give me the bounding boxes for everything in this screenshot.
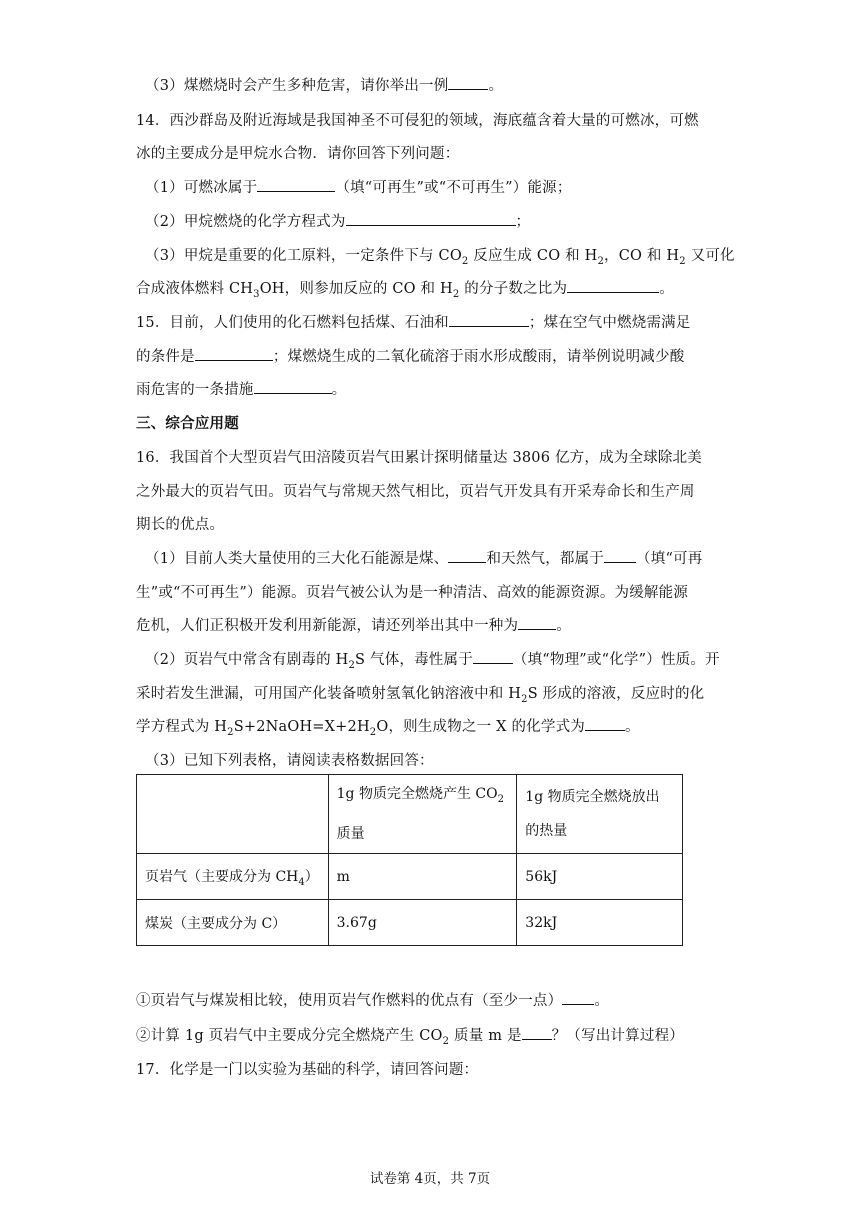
answer-blank[interactable] [254, 379, 332, 394]
answer-blank[interactable] [195, 346, 273, 361]
q16-3-text: （3）已知下列表格，请阅读表格数据回答： [145, 753, 434, 769]
q15-line2: 的条件是 ；煤燃烧生成的二氧化硫溶于雨水形成酸雨，请举例说明减少酸 [136, 345, 684, 366]
section-heading: 三、综合应用题 [136, 416, 239, 432]
data-table [136, 774, 683, 946]
q16-1-line2: 生”或“不可再生”）能源。页岩气被公认为是一种清洁、高效的能源资源。为缓解能源 [136, 585, 689, 601]
table-header-cell: 1g 物质完全燃烧产生 $CO_2$ 质量 [328, 775, 517, 854]
table-row [137, 900, 683, 946]
answer-blank[interactable] [448, 75, 488, 90]
answer-blank[interactable] [604, 548, 636, 563]
answer-blank[interactable] [522, 1025, 552, 1040]
answer-blank[interactable] [257, 177, 335, 192]
q16-circled1-text: ①页岩气与煤炭相比较，使用页岩气作燃料的优点有（至少一点） 。 [136, 989, 609, 1010]
q15-line1: 15．目前，人们使用的化石燃料包括煤、石油和 ；煤在空气中燃烧需满足 [136, 311, 691, 332]
table-cell: m [328, 854, 517, 900]
q16-2-line3: 学方程式为 $H_2S+2NaOH=X+2H_2O$，则生成物之一 X 的化学式为 。 [136, 715, 640, 738]
q14-2-text: （2）甲烷燃烧的化学方程式为 ； [145, 210, 530, 231]
table-cell: 56kJ [517, 854, 683, 900]
q16-circled2-text: ②计算 1g 页岩气中主要成分完全燃烧产生 $CO_2$ 质量 m 是 ？（写出计算过程） [136, 1024, 684, 1047]
q14-3-line1: （3）甲烷是重要的化工原料，一定条件下与 $CO_2$ 反应生成 CO 和 $H_2$，CO 和 $H_2$ 又可化 [145, 248, 735, 267]
q17-text: 17．化学是一门以实验为基础的科学，请回答问题： [136, 1062, 479, 1078]
answer-blank[interactable] [346, 211, 516, 226]
q16-stem-line1: 16．我国首个大型页岩气田涪陵页岩气田累计探明储量达 3806 亿方，成为全球除北美 [136, 450, 702, 466]
table-cell: 页岩气（主要成分为 $CH_4$） [137, 854, 329, 900]
table-row [137, 854, 683, 900]
q13-3-text: （3）煤燃烧时会产生多种危害，请你举出一例 。 [145, 74, 503, 95]
q16-2-line2: 采时若发生泄漏，可用国产化装备喷射氢氧化钠溶液中和 $H_2S$ 形成的溶液，反应时的化 [136, 686, 705, 705]
answer-blank[interactable] [585, 716, 625, 731]
q16-1-line3: 危机，人们正积极开发利用新能源，请还列举出其中一种为 。 [136, 614, 571, 635]
q15-line3: 雨危害的一条措施 。 [136, 378, 346, 399]
q14-stem-line2: 冰的主要成分是甲烷水合物．请你回答下列问题： [136, 146, 460, 162]
answer-blank[interactable] [449, 312, 529, 327]
q16-1-line1: （1）目前人类大量使用的三大化石能源是煤、 和天然气，都属于 （填“可再 [145, 547, 702, 568]
table-cell: 32kJ [517, 900, 683, 946]
answer-blank[interactable] [567, 278, 659, 293]
answer-blank[interactable] [473, 649, 513, 664]
answer-blank[interactable] [518, 615, 556, 630]
table-cell: 3.67g [328, 900, 517, 946]
q16-stem-line2: 之外最大的页岩气田。页岩气与常规天然气相比，页岩气开发具有开采寿命长和生产周 [136, 484, 695, 500]
answer-blank[interactable] [448, 548, 486, 563]
page-footer: 试卷第 4页，共 7页 [369, 1171, 491, 1187]
answer-blank[interactable] [562, 990, 594, 1005]
table-cell: 煤炭（主要成分为 C） [137, 900, 329, 946]
table-header-cell [137, 775, 329, 854]
q14-3-line2: 合成液体燃料 $CH_3OH$，则参加反应的 CO 和 $H_2$ 的分子数之比为 。 [136, 277, 674, 300]
table-header-cell: 1g 物质完全燃烧放出 的热量 [517, 775, 683, 854]
q16-stem-line3: 期长的优点。 [136, 517, 225, 533]
table-header-row [137, 775, 683, 854]
q14-1-text: （1）可燃冰属于 （填“可再生”或“不可再生”）能源； [145, 176, 572, 197]
q14-stem-line1: 14．西沙群岛及附近海域是我国神圣不可侵犯的领域，海底蕴含着大量的可燃冰，可燃 [136, 113, 699, 129]
q16-2-line1: （2）页岩气中常含有剧毒的 $H_2S$ 气体，毒性属于 （填“物理”或“化学”）性质。开 [145, 648, 720, 671]
